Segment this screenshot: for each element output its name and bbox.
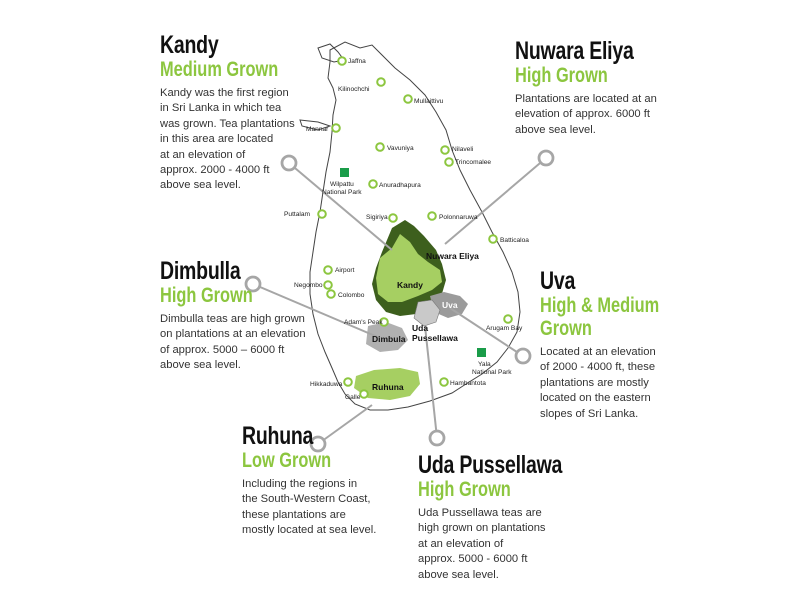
region-description: Uda Pussellawa teas are high grown on plantations at an elevation of approx. 5000 - 6000 ft above sea level. (418, 507, 546, 581)
region-title: Uda Pussellawa (418, 451, 563, 479)
town-label-mullaittivu: Mullaittivu (414, 98, 444, 105)
uva-connector-ring (516, 349, 530, 363)
town-marker-nilaveli (441, 146, 449, 154)
region-grade: Medium Grown (160, 58, 279, 81)
town-label-hikkaduwa: Hikkaduwa (310, 381, 343, 388)
yala-park-icon (477, 348, 486, 357)
region-grade: High & Medium Grown (540, 294, 660, 340)
town-marker-airport (324, 266, 332, 274)
town-label-hambantota: Hambantota (450, 380, 486, 387)
town-marker-colombo (327, 290, 335, 298)
town-label-vavuniya: Vavuniya (387, 145, 414, 152)
town-marker-batticaloa (489, 235, 497, 243)
town-label-batticaloa: Batticaloa (500, 237, 529, 244)
uda-pussellawa-connector-ring (430, 431, 444, 445)
wilpattu-park-label (322, 181, 362, 196)
town-label-sigiriya: Sigiriya (366, 214, 388, 221)
town-label-jaffna: Jaffna (348, 58, 366, 65)
town-marker-mullaittivu (404, 95, 412, 103)
town-label-galle: Galle (345, 394, 361, 401)
region-dimbulla (160, 258, 320, 374)
map-label-ruhuna: Ruhuna (372, 382, 404, 392)
town-label-colombo: Colombo (338, 292, 365, 299)
region-title: Ruhuna (242, 422, 314, 450)
town-label-trincomalee: Trincomalee (455, 159, 492, 166)
region-grade: High Grown (515, 64, 608, 87)
region-uda-pussellawa (418, 452, 588, 583)
town-label-puttalam: Puttalam (284, 211, 311, 218)
region-title: Dimbulla (160, 257, 241, 285)
town-label-kilinochchi: Kilinochchi (338, 86, 370, 93)
yala-park-label (472, 361, 512, 376)
town-label-negombo: Negombo (294, 282, 323, 289)
town-label-polonnaruwa: Polonnaruwa (439, 214, 478, 221)
town-label-mannar: Mannar (306, 126, 329, 133)
nuwara-eliya-connector-ring (539, 151, 553, 165)
town-label-anuradhapura: Anuradhapura (379, 182, 421, 189)
town-marker-negombo (324, 281, 332, 289)
town-label-airport: Airport (335, 267, 355, 274)
region-ruhuna (242, 423, 402, 539)
town-marker-anuradhapura (369, 180, 377, 188)
town-marker-polonnaruwa (428, 212, 436, 220)
wilpattu-label-line2: National Park (322, 189, 362, 196)
town-marker-arugam-bay (504, 315, 512, 323)
region-uva (540, 268, 700, 422)
region-description: Plantations are located at an elevation of approx. 6000 ft above sea level. (515, 93, 657, 136)
town-marker-mannar (332, 124, 340, 132)
region-title: Uva (540, 267, 576, 295)
region-grade: High Grown (418, 478, 511, 501)
region-kandy (160, 32, 300, 194)
town-marker-puttalam (318, 210, 326, 218)
wilpattu-label-line1: Wilpattu (330, 181, 354, 188)
region-description: Located at an elevation of 2000 - 4000 ft, these plantations are mostly located on the eastern slopes of Sri Lanka. (540, 346, 656, 420)
region-grade: High Grown (160, 284, 253, 307)
town-marker-hikkaduwa (344, 378, 352, 386)
map-label-nuwara-eliya: Nuwara Eliya (426, 251, 479, 261)
region-description: Kandy was the first region in Sri Lanka in which tea was grown. Tea plantations in this area are located at an elevation of approx. 2000 - 4000 ft above sea level. (160, 87, 295, 192)
map-label-uda-pussellawa (412, 323, 458, 343)
yala-label-line2: National Park (472, 369, 512, 376)
map-label-uva: Uva (442, 300, 458, 310)
town-marker-trincomalee (445, 158, 453, 166)
region-nuwara-eliya (515, 38, 675, 138)
uva-connector (450, 308, 523, 356)
town-marker-galle (360, 390, 368, 398)
region-title: Nuwara Eliya (515, 37, 634, 65)
town-marker-kilinochchi (377, 78, 385, 86)
town-label-arugam-bay: Arugam Bay (486, 325, 523, 332)
town-marker-sigiriya (389, 214, 397, 222)
region-title: Kandy (160, 31, 219, 59)
town-label-nilaveli: Nilaveli (452, 146, 474, 153)
town-marker-vavuniya (376, 143, 384, 151)
map-label-dimbula: Dimbula (372, 334, 406, 344)
yala-label-line1: Yala (478, 361, 491, 368)
town-marker-jaffna (338, 57, 346, 65)
region-description: Including the regions in the South-Western Coast, these plantations are mostly located at sea level. (242, 478, 377, 537)
map-label-uda-pussellawa-line2: Pussellawa (412, 333, 458, 343)
wilpattu-park-icon (340, 168, 349, 177)
map-label-kandy: Kandy (397, 280, 423, 290)
region-grade: Low Grown (242, 449, 332, 472)
town-label-adams-peak: Adam's Peak (344, 319, 383, 326)
town-marker-hambantota (440, 378, 448, 386)
map-label-uda-pussellawa-line1: Uda (412, 323, 429, 333)
region-description: Dimbulla teas are high grown on plantations at an elevation of approx. 5000 – 6000 ft above sea level. (160, 313, 306, 372)
